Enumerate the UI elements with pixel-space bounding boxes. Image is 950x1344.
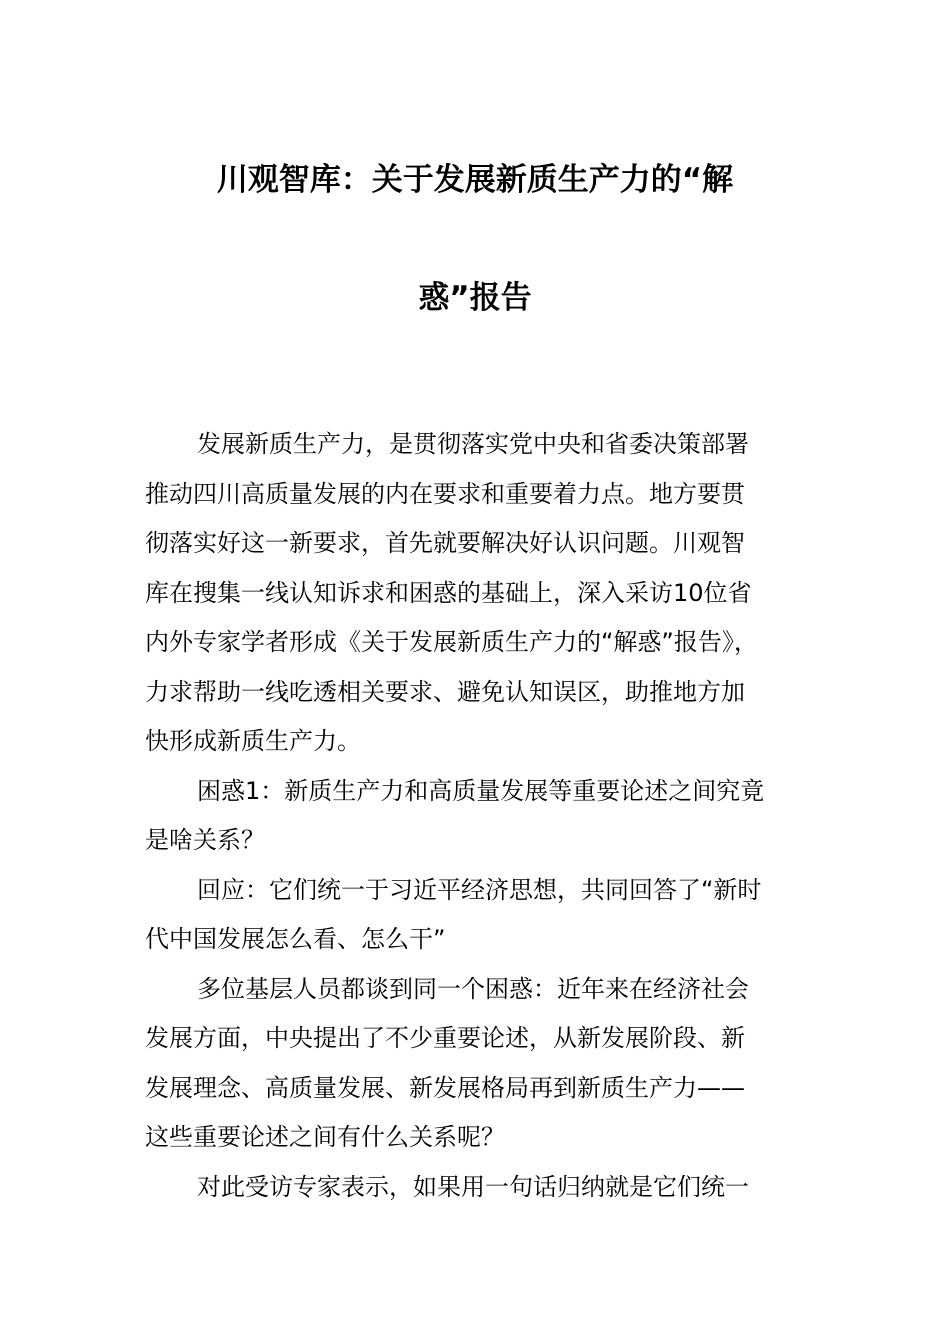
text-line: 快形成新质生产力。 <box>145 727 361 755</box>
text-line: 困惑1：新质生产力和高质量发展等重要论述之间究竟 <box>197 776 765 805</box>
document-body <box>145 420 810 1212</box>
text-line: 对此受访专家表示，如果用一句话归纳就是它们统一 <box>197 1172 749 1201</box>
text-line: 发展新质生产力，是贯彻落实党中央和省委决策部署 <box>197 430 749 458</box>
paragraph-question-1 <box>145 767 810 866</box>
text-line: 内外专家学者形成《关于发展新质生产力的“解惑”报告》， <box>145 628 758 656</box>
document-title-line-1: 川观智库：关于发展新质生产力的“解 <box>216 162 734 198</box>
document-title-line-2: 惑”报告 <box>418 280 532 316</box>
paragraph-answer-1 <box>145 866 810 965</box>
text-line: 推动四川高质量发展的内在要求和重要着力点。地方要贯 <box>145 479 745 508</box>
text-line: 库在搜集一线认知诉求和困惑的基础上，深入采访10位省 <box>145 578 752 607</box>
text-line: 发展方面，中央提出了不少重要论述，从新发展阶段、新 <box>145 1024 745 1052</box>
text-line: 回应：它们统一于习近平经济思想，共同回答了“新时 <box>197 875 762 904</box>
text-line: 力求帮助一线吃透相关要求、避免认知误区，助推地方加 <box>145 677 745 706</box>
text-line: 多位基层人员都谈到同一个困惑：近年来在经济社会 <box>197 974 749 1003</box>
text-line: 发展理念、高质量发展、新发展格局再到新质生产力—— <box>145 1073 745 1102</box>
text-line: 是啥关系？ <box>145 826 265 854</box>
paragraph-expert-view <box>145 1163 810 1213</box>
paragraph-context <box>145 965 810 1163</box>
text-line: 这些重要论述之间有什么关系呢？ <box>145 1123 505 1151</box>
paragraph-intro <box>145 420 810 767</box>
text-line: 代中国发展怎么看、怎么干” <box>145 925 446 953</box>
text-line: 彻落实好这一新要求，首先就要解决好认识问题。川观智 <box>145 529 745 557</box>
